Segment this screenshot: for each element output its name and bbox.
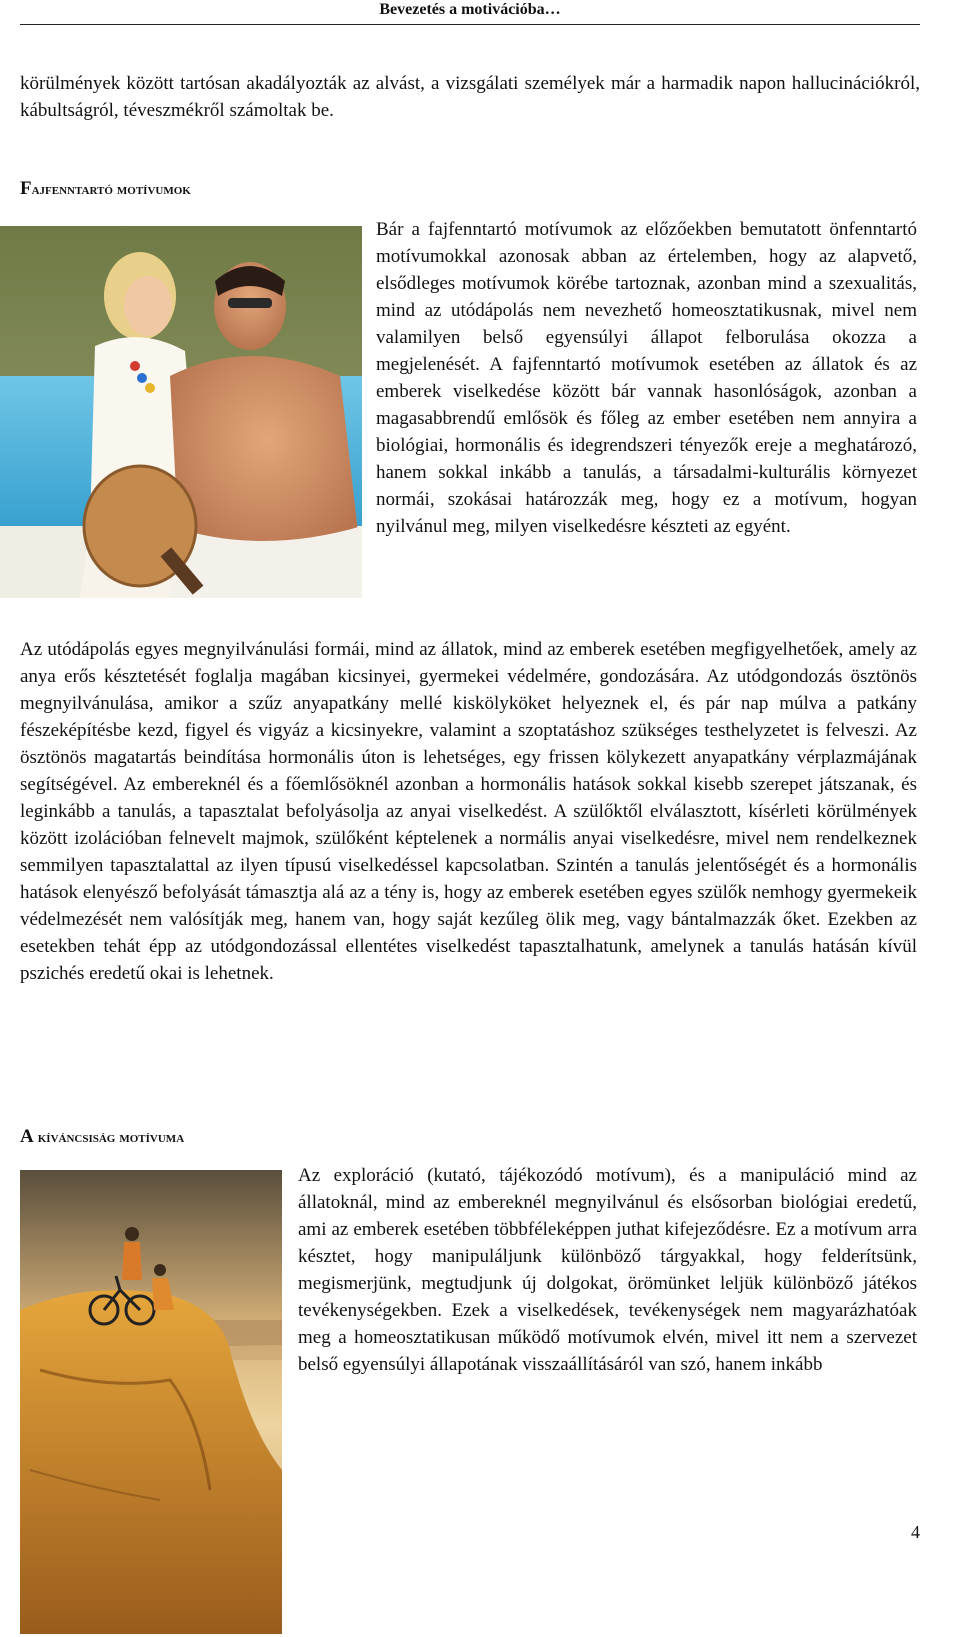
heading-rest: kíváncsiság motívuma [33, 1129, 185, 1146]
heading-initial: A [20, 1126, 34, 1147]
page-number: 4 [911, 1522, 920, 1542]
heading-rest: ajfenntartó motívumok [31, 181, 191, 198]
intro-paragraph: körülmények között tartósan akadályozták az alvást, a vizsgálati személyek már a harmadik napon hallucinációkról, kábultságról, téveszmékről számoltak be. [20, 73, 920, 121]
section-heading-fajfenntarto [20, 178, 191, 201]
page-header: Bevezetés a motivációba… [20, 0, 920, 25]
heading-initial: F [20, 178, 32, 199]
section-heading-kivancsisag [20, 1126, 184, 1149]
cyclists-on-rock-photo [20, 1170, 282, 1634]
father-daughter-photo [0, 226, 362, 598]
section2-side-paragraph: Az exploráció (kutató, tájékozódó motívum), és a manipuláció mind az állatoknál, mind az embereknél megnyilvánul és elsősorban biológiai eredetű, ami az emberek esetében többféleképpen juthat kifejeződésre. Ez a motívum arra késztet, hogy manipuláljunk különböző tárgyakkal, hogy felderítsünk, megismerjünk, megtudjunk új dolgokat, örömünket leljük különböző játékos tevékenységekben. Ezek a viselkedések, tevékenységek nem magyarázhatóak meg a homeosztatikusan működő motívumok elvén, mivel itt nem a szervezet belső egyensúlyi állapotának visszaállításáról van szó, hanem inkább [298, 1165, 917, 1375]
section1-side-paragraph: Bár a fajfenntartó motívumok az előzőekben bemutatott önfenntartó motívumokkal azonosak abban az értelemben, hogy az alapvető, elsődleges motívumok körébe tartoznak, azonban mind a szexualitás, mind az utódápolás nem nevezhető homeosztatikusnak, mivel nem valamilyen belső egyensúlyi állapot felborulása okozza a megjelenését. A fajfenntartó motívumok esetében az állatok és az emberek viselkedése között bár vannak hasonlóságok, azonban a magasabbrendű emlősök és főleg az ember esetében nem annyira a biológiai, hormonális és idegrendszeri tényezők ereje a meghatározó, hanem sokkal inkább a tanulás, a társadalmi-kulturális környezet normái, szokásai határozzák meg, hogy ez a motívum, hogyan nyilvánul meg, milyen viselkedésre készteti az egyént. [376, 219, 917, 537]
section1-full-paragraph: Az utódápolás egyes megnyilvánulási formái, mind az állatok, mind az emberek esetében megfigyelhetőek, amely az anya erős késztetését foglalja magában kicsinyei, gyermekei védelmére, gondozására. Az utódgondozás ösztönös megnyilvánulása, amikor a szűz anyapatkány mellé kiskölyköket helyeznek el, és pár nap múlva a patkány fészeképítésbe kezd, figyel és vigyáz a kicsinyekre, valamint a szoptatáshoz szükséges testhelyzetet is felveszi. Az ösztönös magatartás beindítása hormonális úton is lehetséges, egy frissen kölykezett anyapatkány vérplazmájának segítségével. Az embereknél és a főemlősöknél azonban a hormonális hatások sokkal kisebb szerepet játszanak, és leginkább a tanulás, a tapasztalat befolyásolja az anyai viselkedést. A szülőktől elválasztott, kísérleti körülmények között izolációban felnevelt majmok, szülőként képtelenek a normális anyai viselkedésre, mivel nem rendelkeznek semmilyen tapasztalattal az ilyen típusú viselkedéssel kapcsolatban. Szintén a tanulás jelentőségét és a hormonális hatások elenyésző befolyását támasztja alá az a tény is, hogy az emberek esetében egyes szülők nemhogy gyermekeik védelmezését nem valósítják meg, hanem van, hogy saját kezűleg ölik meg, vagy bántalmazzák őket. Ezekben az esetekben tehát épp az utódgondozással ellentétes viselkedést tapasztalhatunk, amelynek a tanulás hatásán kívül pszichés eredetű okai is lehetnek. [20, 639, 917, 984]
